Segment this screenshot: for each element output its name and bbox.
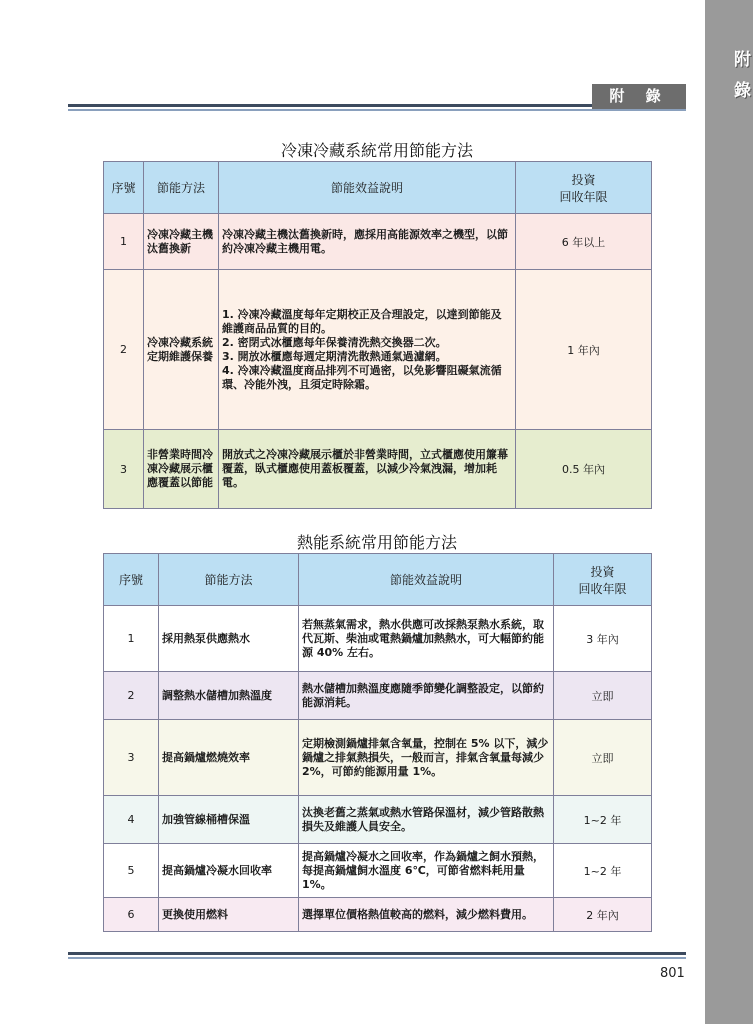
row-payback: 2 年內 <box>554 898 652 932</box>
row-no: 2 <box>104 270 144 430</box>
row-desc: 選擇單位價格熱值較高的燃料，減少燃料費用。 <box>299 898 554 932</box>
footer-rule-bottom <box>68 957 686 959</box>
header-badge: 附 錄 <box>592 84 686 109</box>
row-method: 冷凍冷藏系統定期維護保養 <box>144 270 219 430</box>
row-method: 調整熱水儲槽加熱溫度 <box>159 672 299 720</box>
row-desc: 定期檢測鍋爐排氣含氧量，控制在 5% 以下，減少鍋爐之排氣熱損失，一般而言，排氣含氧量每減少 2%，可節約能源用量 1%。 <box>299 720 554 796</box>
thermal-table <box>103 553 652 932</box>
table-row <box>104 606 652 672</box>
side-tab-label: 附錄 <box>730 50 750 112</box>
table2-header-payback: 投資 回收年限 <box>554 554 652 606</box>
footer-rule-top <box>68 952 686 955</box>
row-method: 冷凍冷藏主機汰舊換新 <box>144 214 219 270</box>
table-row <box>104 720 652 796</box>
row-payback: 1~2 年 <box>554 796 652 844</box>
row-payback: 1~2 年 <box>554 844 652 898</box>
table2-header-no: 序號 <box>104 554 159 606</box>
row-no: 1 <box>104 606 159 672</box>
row-desc: 汰換老舊之蒸氣或熱水管路保溫材，減少管路散熱損失及維護人員安全。 <box>299 796 554 844</box>
table-row <box>104 672 652 720</box>
row-no: 3 <box>104 720 159 796</box>
row-desc: 若無蒸氣需求，熱水供應可改採熱泵熱水系統，取代瓦斯、柴油或電熱鍋爐加熱熱水，可大幅節約能源 40% 左右。 <box>299 606 554 672</box>
row-payback: 立即 <box>554 672 652 720</box>
table-row <box>104 796 652 844</box>
row-payback: 1 年內 <box>516 270 652 430</box>
table-row <box>104 430 652 509</box>
row-no: 2 <box>104 672 159 720</box>
table2-header-row <box>104 554 652 606</box>
table1-header-no: 序號 <box>104 162 144 214</box>
row-desc: 開放式之冷凍冷藏展示櫃於非營業時間，立式櫃應使用簾幕覆蓋，臥式櫃應使用蓋板覆蓋，以減少冷氣洩漏，增加耗電。 <box>219 430 516 509</box>
table2-header-method: 節能方法 <box>159 554 299 606</box>
table2-title: 熱能系統常用節能方法 <box>296 533 457 552</box>
row-desc: 冷凍冷藏主機汰舊換新時，應採用高能源效率之機型，以節約冷凍冷藏主機用電。 <box>219 214 516 270</box>
table1-title: 冷凍冷藏系統常用節能方法 <box>280 141 473 160</box>
row-method: 非營業時間冷凍冷藏展示櫃應覆蓋以節能 <box>144 430 219 509</box>
table-row <box>104 214 652 270</box>
row-method: 更換使用燃料 <box>159 898 299 932</box>
row-desc: 1. 冷凍冷藏溫度每年定期校正及合理設定，以達到節能及維護商品品質的目的。 2. 密閉式冰櫃應每年保養清洗熱交換器二次。 3. 開放冰櫃應每週定期清洗散熱通氣過濾網。 4. 冷凍冷藏溫度商品排列不可過密，以免影響阻礙氣流循環、冷能外洩，且須定時除霜。 <box>219 270 516 430</box>
table-row <box>104 270 652 430</box>
table-row <box>104 844 652 898</box>
chapter-side-tab <box>705 0 753 1024</box>
row-payback: 6 年以上 <box>516 214 652 270</box>
table-row <box>104 898 652 932</box>
table2-header-desc: 節能效益說明 <box>299 554 554 606</box>
table1-header-desc: 節能效益說明 <box>219 162 516 214</box>
row-desc: 提高鍋爐冷凝水之回收率，作為鍋爐之飼水預熱，每提高鍋爐飼水溫度 6℃，可節省燃料耗用量 1%。 <box>299 844 554 898</box>
row-no: 1 <box>104 214 144 270</box>
row-method: 提高鍋爐燃燒效率 <box>159 720 299 796</box>
row-payback: 立即 <box>554 720 652 796</box>
table1-header-payback: 投資 回收年限 <box>516 162 652 214</box>
table1-header-row <box>104 162 652 214</box>
row-payback: 3 年內 <box>554 606 652 672</box>
table1-header-method: 節能方法 <box>144 162 219 214</box>
row-no: 6 <box>104 898 159 932</box>
refrigeration-table <box>103 161 652 509</box>
row-no: 5 <box>104 844 159 898</box>
row-method: 提高鍋爐冷凝水回收率 <box>159 844 299 898</box>
row-method: 採用熱泵供應熱水 <box>159 606 299 672</box>
row-desc: 熱水儲槽加熱溫度應隨季節變化調整設定，以節約能源消耗。 <box>299 672 554 720</box>
row-no: 3 <box>104 430 144 509</box>
row-no: 4 <box>104 796 159 844</box>
header-rule-bottom <box>68 109 686 111</box>
row-payback: 0.5 年內 <box>516 430 652 509</box>
row-method: 加強管線桶槽保溫 <box>159 796 299 844</box>
page-number: 801 <box>660 966 685 981</box>
